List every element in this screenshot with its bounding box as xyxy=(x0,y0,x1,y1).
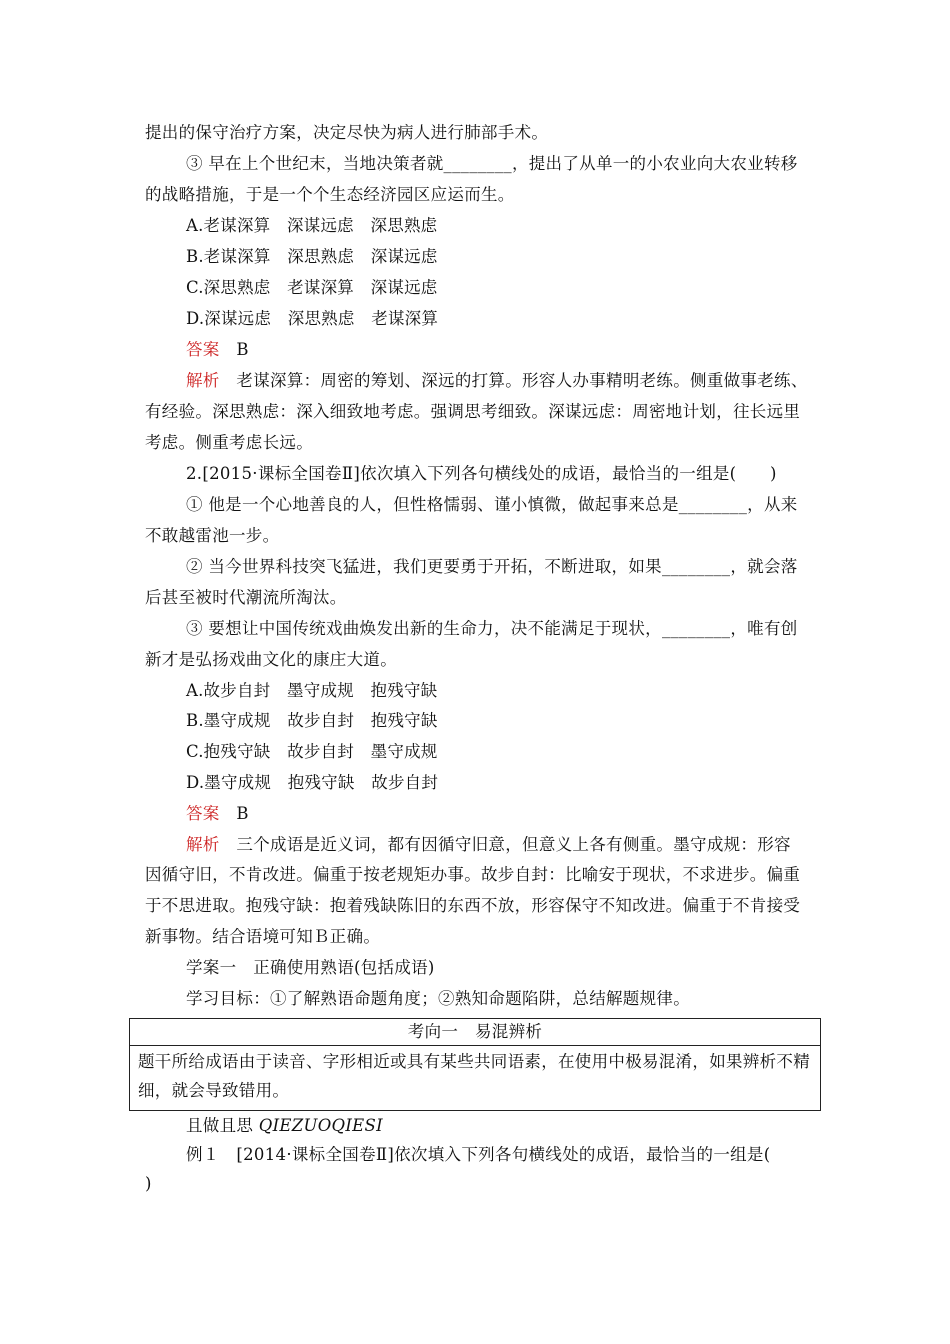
paragraph-line: 不敢越雷池一步。 xyxy=(145,526,280,545)
analysis-label: 解析 xyxy=(186,835,220,854)
analysis-line xyxy=(186,833,866,857)
question-item-2: ② 当今世界科技突飞猛进，我们更要勇于开拓，不断进取，如果________，就会落 xyxy=(186,557,798,576)
topic-box-text: 题干所给成语由于读音、字形相近或具有某些共同语素，在使用中极易混淆，如果辨析不精 xyxy=(138,1052,810,1071)
question-2-title: 2.[2015·课标全国卷Ⅱ]依次填入下列各句横线处的成语，最恰当的一组是( ) xyxy=(186,464,777,483)
paragraph-line: ) xyxy=(145,1174,152,1193)
option-c: C.深思熟虑 老谋深算 深谋远虑 xyxy=(186,278,438,297)
topic-box-title: 考向一 易混辨析 xyxy=(130,1019,820,1046)
example-1-title: 例１ [2014·课标全国卷Ⅱ]依次填入下列各句横线处的成语，最恰当的一组是( xyxy=(186,1145,771,1164)
question-item-3: ③ 要想让中国传统戏曲焕发出新的生命力，决不能满足于现状，________，唯有创 xyxy=(186,619,798,638)
paragraph-line: 的战略措施，于是一个个生态经济园区应运而生。 xyxy=(145,185,515,204)
paragraph-line: 新事物。结合语境可知Ｂ正确。 xyxy=(145,927,381,946)
option-c: C.抱残守缺 故步自封 墨守成规 xyxy=(186,742,438,761)
practice-heading xyxy=(186,1114,866,1138)
option-b: B.老谋深算 深思熟虑 深谋远虑 xyxy=(186,247,438,266)
topic-box xyxy=(129,1018,821,1111)
analysis-line xyxy=(186,369,866,393)
paragraph-line: 有经验。深思熟虑：深入细致地考虑。强调思考细致。深谋远虑：周密地计划，往长远里 xyxy=(145,402,801,421)
paragraph-line: 提出的保守治疗方案，决定尽快为病人进行肺部手术。 xyxy=(145,123,549,142)
question-item-3: ③ 早在上个世纪末，当地决策者就________，提出了从单一的小农业向大农业转移 xyxy=(186,154,798,173)
option-b: B.墨守成规 故步自封 抱残守缺 xyxy=(186,711,438,730)
practice-heading-pinyin: QIEZUOQIESI xyxy=(258,1116,383,1135)
answer-label: 答案 xyxy=(186,804,220,823)
answer-label: 答案 xyxy=(186,340,220,359)
learning-goals: 学习目标：①了解熟语命题角度；②熟知命题陷阱，总结解题规律。 xyxy=(186,989,690,1008)
option-d: D.深谋远虑 深思熟虑 老谋深算 xyxy=(186,309,439,328)
section-title: 学案一 正确使用熟语(包括成语) xyxy=(186,958,435,977)
practice-heading-cn: 且做且思 xyxy=(186,1116,254,1135)
question-item-1: ① 他是一个心地善良的人，但性格懦弱、谨小慎微，做起事来总是________，从来 xyxy=(186,495,798,514)
topic-box-text: 细，就会导致错用。 xyxy=(138,1081,290,1100)
paragraph-line: 于不思进取。抱残守缺：抱着残缺陈旧的东西不放，形容保守不知改进。偏重于不肯接受 xyxy=(145,896,801,915)
analysis-text: 老谋深算：周密的筹划、深远的打算。形容人办事精明老练。侧重做事老练、 xyxy=(236,371,808,390)
paragraph-line: 后甚至被时代潮流所淘汰。 xyxy=(145,588,347,607)
answer-line xyxy=(186,802,866,826)
answer-value: B xyxy=(236,340,249,359)
paragraph-line: 新才是弘扬戏曲文化的康庄大道。 xyxy=(145,650,397,669)
option-a: A.老谋深算 深谋远虑 深思熟虑 xyxy=(186,216,438,235)
paragraph-line: 因循守旧，不肯改进。偏重于按老规矩办事。故步自封：比喻安于现状，不求进步。偏重 xyxy=(145,865,801,884)
answer-line xyxy=(186,338,866,362)
option-a: A.故步自封 墨守成规 抱残守缺 xyxy=(186,681,438,700)
answer-value: B xyxy=(236,804,249,823)
option-d: D.墨守成规 抱残守缺 故步自封 xyxy=(186,773,439,792)
paragraph-line: 考虑。侧重考虑长远。 xyxy=(145,433,313,452)
analysis-label: 解析 xyxy=(186,371,220,390)
analysis-text: 三个成语是近义词，都有因循守旧意，但意义上各有侧重。墨守成规：形容 xyxy=(236,835,791,854)
